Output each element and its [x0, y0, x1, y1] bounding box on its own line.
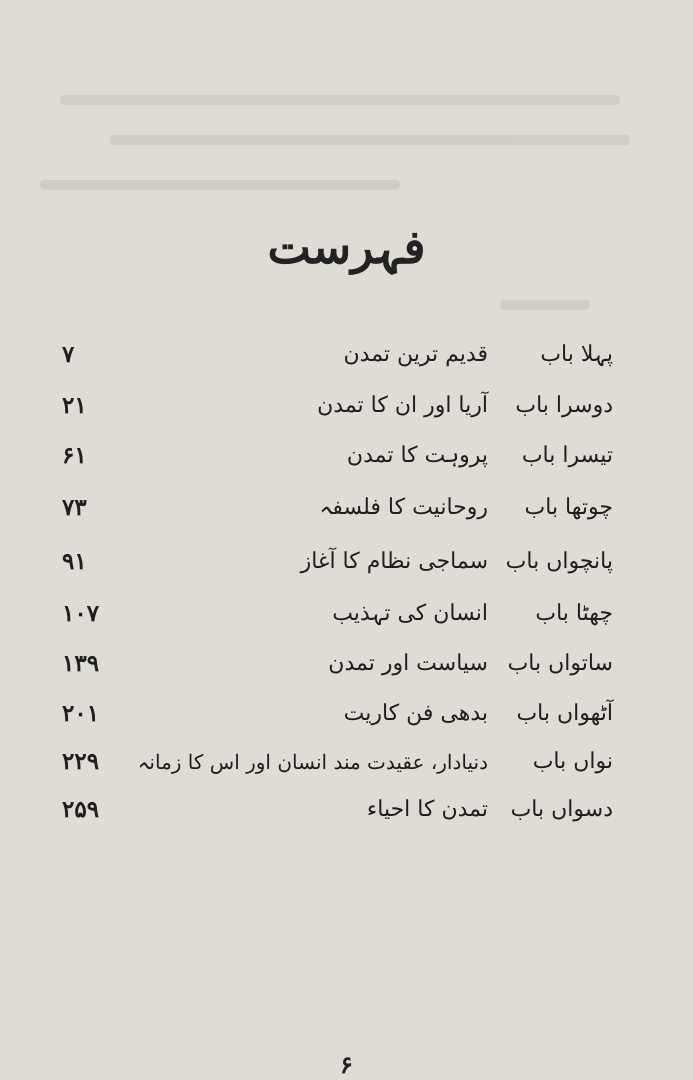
chapter-label: ساتواں باب	[507, 651, 613, 676]
chapter-label: پانچواں باب	[505, 549, 613, 574]
toc-row	[0, 436, 693, 486]
chapter-label: چھٹا باب	[535, 601, 613, 626]
folio-page-number: ۶	[340, 1050, 353, 1079]
chapter-label: نواں باب	[532, 749, 613, 774]
chapter-title: روحانیت کا فلسفہ	[319, 495, 488, 520]
chapter-label: آٹھواں باب	[516, 701, 613, 726]
chapter-label: پہلا باب	[540, 342, 613, 367]
page-number: ۲۵۹	[62, 796, 100, 823]
toc-row	[0, 790, 693, 840]
chapter-title: دنیادار، عقیدت مند انسان اور اس کا زمانہ	[137, 750, 488, 774]
chapter-label: چوتھا باب	[524, 495, 613, 520]
page-number: ۲۰۱	[62, 700, 100, 727]
chapter-title: قدیم ترین تمدن	[343, 342, 488, 367]
chapter-title: تمدن کا احیاء	[366, 797, 488, 822]
page-title: فہرست	[267, 220, 426, 274]
page-number: ۶۱	[62, 442, 87, 469]
toc-row	[0, 542, 693, 592]
chapter-label: دسواں باب	[510, 797, 613, 822]
toc-row	[0, 488, 693, 538]
chapter-title: پروہت کا تمدن	[346, 443, 488, 468]
toc-row	[0, 386, 693, 436]
page-number: ۲۲۹	[62, 748, 100, 775]
chapter-title: بدھی فن کاریت	[343, 701, 488, 726]
chapter-label: تیسرا باب	[521, 443, 613, 468]
toc-row	[0, 694, 693, 744]
page-number: ۷۳	[62, 494, 87, 521]
toc-row	[0, 644, 693, 694]
chapter-title: سیاست اور تمدن	[328, 651, 488, 676]
page-number: ۱۰۷	[62, 600, 100, 627]
page-number: ۲۱	[62, 392, 87, 419]
chapter-label: دوسرا باب	[515, 393, 613, 418]
toc-row	[0, 742, 693, 792]
page-number: ۱۳۹	[62, 650, 100, 677]
chapter-title: آریا اور ان کا تمدن	[317, 393, 488, 418]
toc-row	[0, 594, 693, 644]
bleed-through-text	[0, 0, 693, 330]
toc-row	[0, 335, 693, 385]
chapter-title: سماجی نظام کا آغاز	[300, 549, 488, 574]
chapter-title: انسان کی تہذیب	[332, 601, 488, 626]
page-number: ۹۱	[62, 548, 87, 575]
page-number: ۷	[62, 341, 75, 368]
